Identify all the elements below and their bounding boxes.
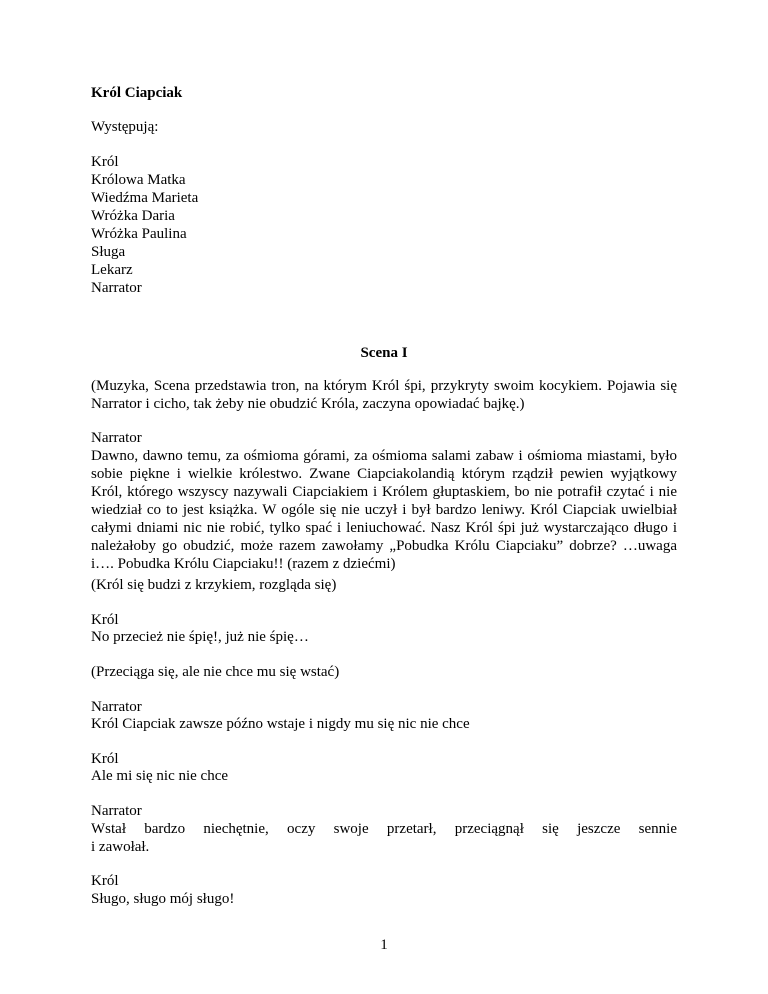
dialogue-line: Ale mi się nic nie chce bbox=[91, 768, 229, 784]
speaker-name: Król bbox=[91, 751, 119, 767]
speaker-name: Narrator bbox=[91, 430, 142, 446]
speaker-name: Narrator bbox=[91, 699, 142, 715]
stage-direction: (Przeciąga się, ale nie chce mu się wstać) bbox=[91, 664, 340, 680]
cast-list bbox=[91, 153, 198, 297]
speaker-name: Narrator bbox=[91, 803, 142, 819]
narration-line: Król Ciapciak zawsze późno wstaje i nigdy mu się nic nie chce bbox=[91, 716, 470, 732]
speaker-name: Król bbox=[91, 873, 119, 889]
cast-item: Wróżka Paulina bbox=[91, 226, 187, 242]
cast-item: Sługa bbox=[91, 244, 126, 260]
narration-line: Wstał bardzo niechętnie, oczy swoje przetarł, przeciągnął się jeszcze sennie bbox=[91, 821, 677, 837]
cast-item: Królowa Matka bbox=[91, 172, 186, 188]
scene-title: Scena I bbox=[360, 345, 408, 361]
document-title: Król Ciapciak bbox=[91, 85, 183, 101]
narration-line: i zawołał. bbox=[91, 839, 150, 855]
page-number: 1 bbox=[380, 937, 388, 953]
cast-item: Narrator bbox=[91, 280, 142, 296]
stage-direction: (Król się budzi z krzykiem, rozgląda się) bbox=[91, 577, 337, 593]
cast-label: Występują: bbox=[91, 119, 159, 135]
stage-direction: (Muzyka, Scena przedstawia tron, na którym Król śpi, przykryty swoim kocykiem. Pojawia się Narrator i cicho, tak żeby nie obudzić Króla, zaczyna opowiadać bajkę.) bbox=[91, 378, 677, 412]
narration-paragraph: Dawno, dawno temu, za ośmioma górami, za ośmioma salami zabaw i ośmioma miastami, było sobie piękne i wielkie królestwo. Zwane Ciapciakolandią którym rządził pewien wyjątkowy Król, którego wszyscy nazywali Ciapciakiem i Królem głuptaskiem, bo nie potrafił czytać i nie wiedział co to jest książka. W ogóle się nie uczył i był bardzo leniwy. Król Ciapciak uwielbiał całymi dniami nic nie robić, tylko spać i leniuchować. Nasz Król śpi już wystarczająco długo i należałoby go obudzić, może razem zawołamy „Pobudka Królu Ciapciaku” dobrze? …uwaga i…. Pobudka Królu Ciapciaku!! (razem z dziećmi) bbox=[91, 448, 677, 572]
dialogue-line: Sługo, sługo mój sługo! bbox=[91, 891, 235, 907]
cast-item: Wróżka Daria bbox=[91, 208, 175, 224]
speaker-name: Król bbox=[91, 612, 119, 628]
cast-item: Wiedźma Marieta bbox=[91, 190, 199, 206]
cast-item: Lekarz bbox=[91, 262, 133, 278]
dialogue-line: No przecież nie śpię!, już nie śpię… bbox=[91, 629, 309, 645]
cast-item: Król bbox=[91, 154, 119, 170]
